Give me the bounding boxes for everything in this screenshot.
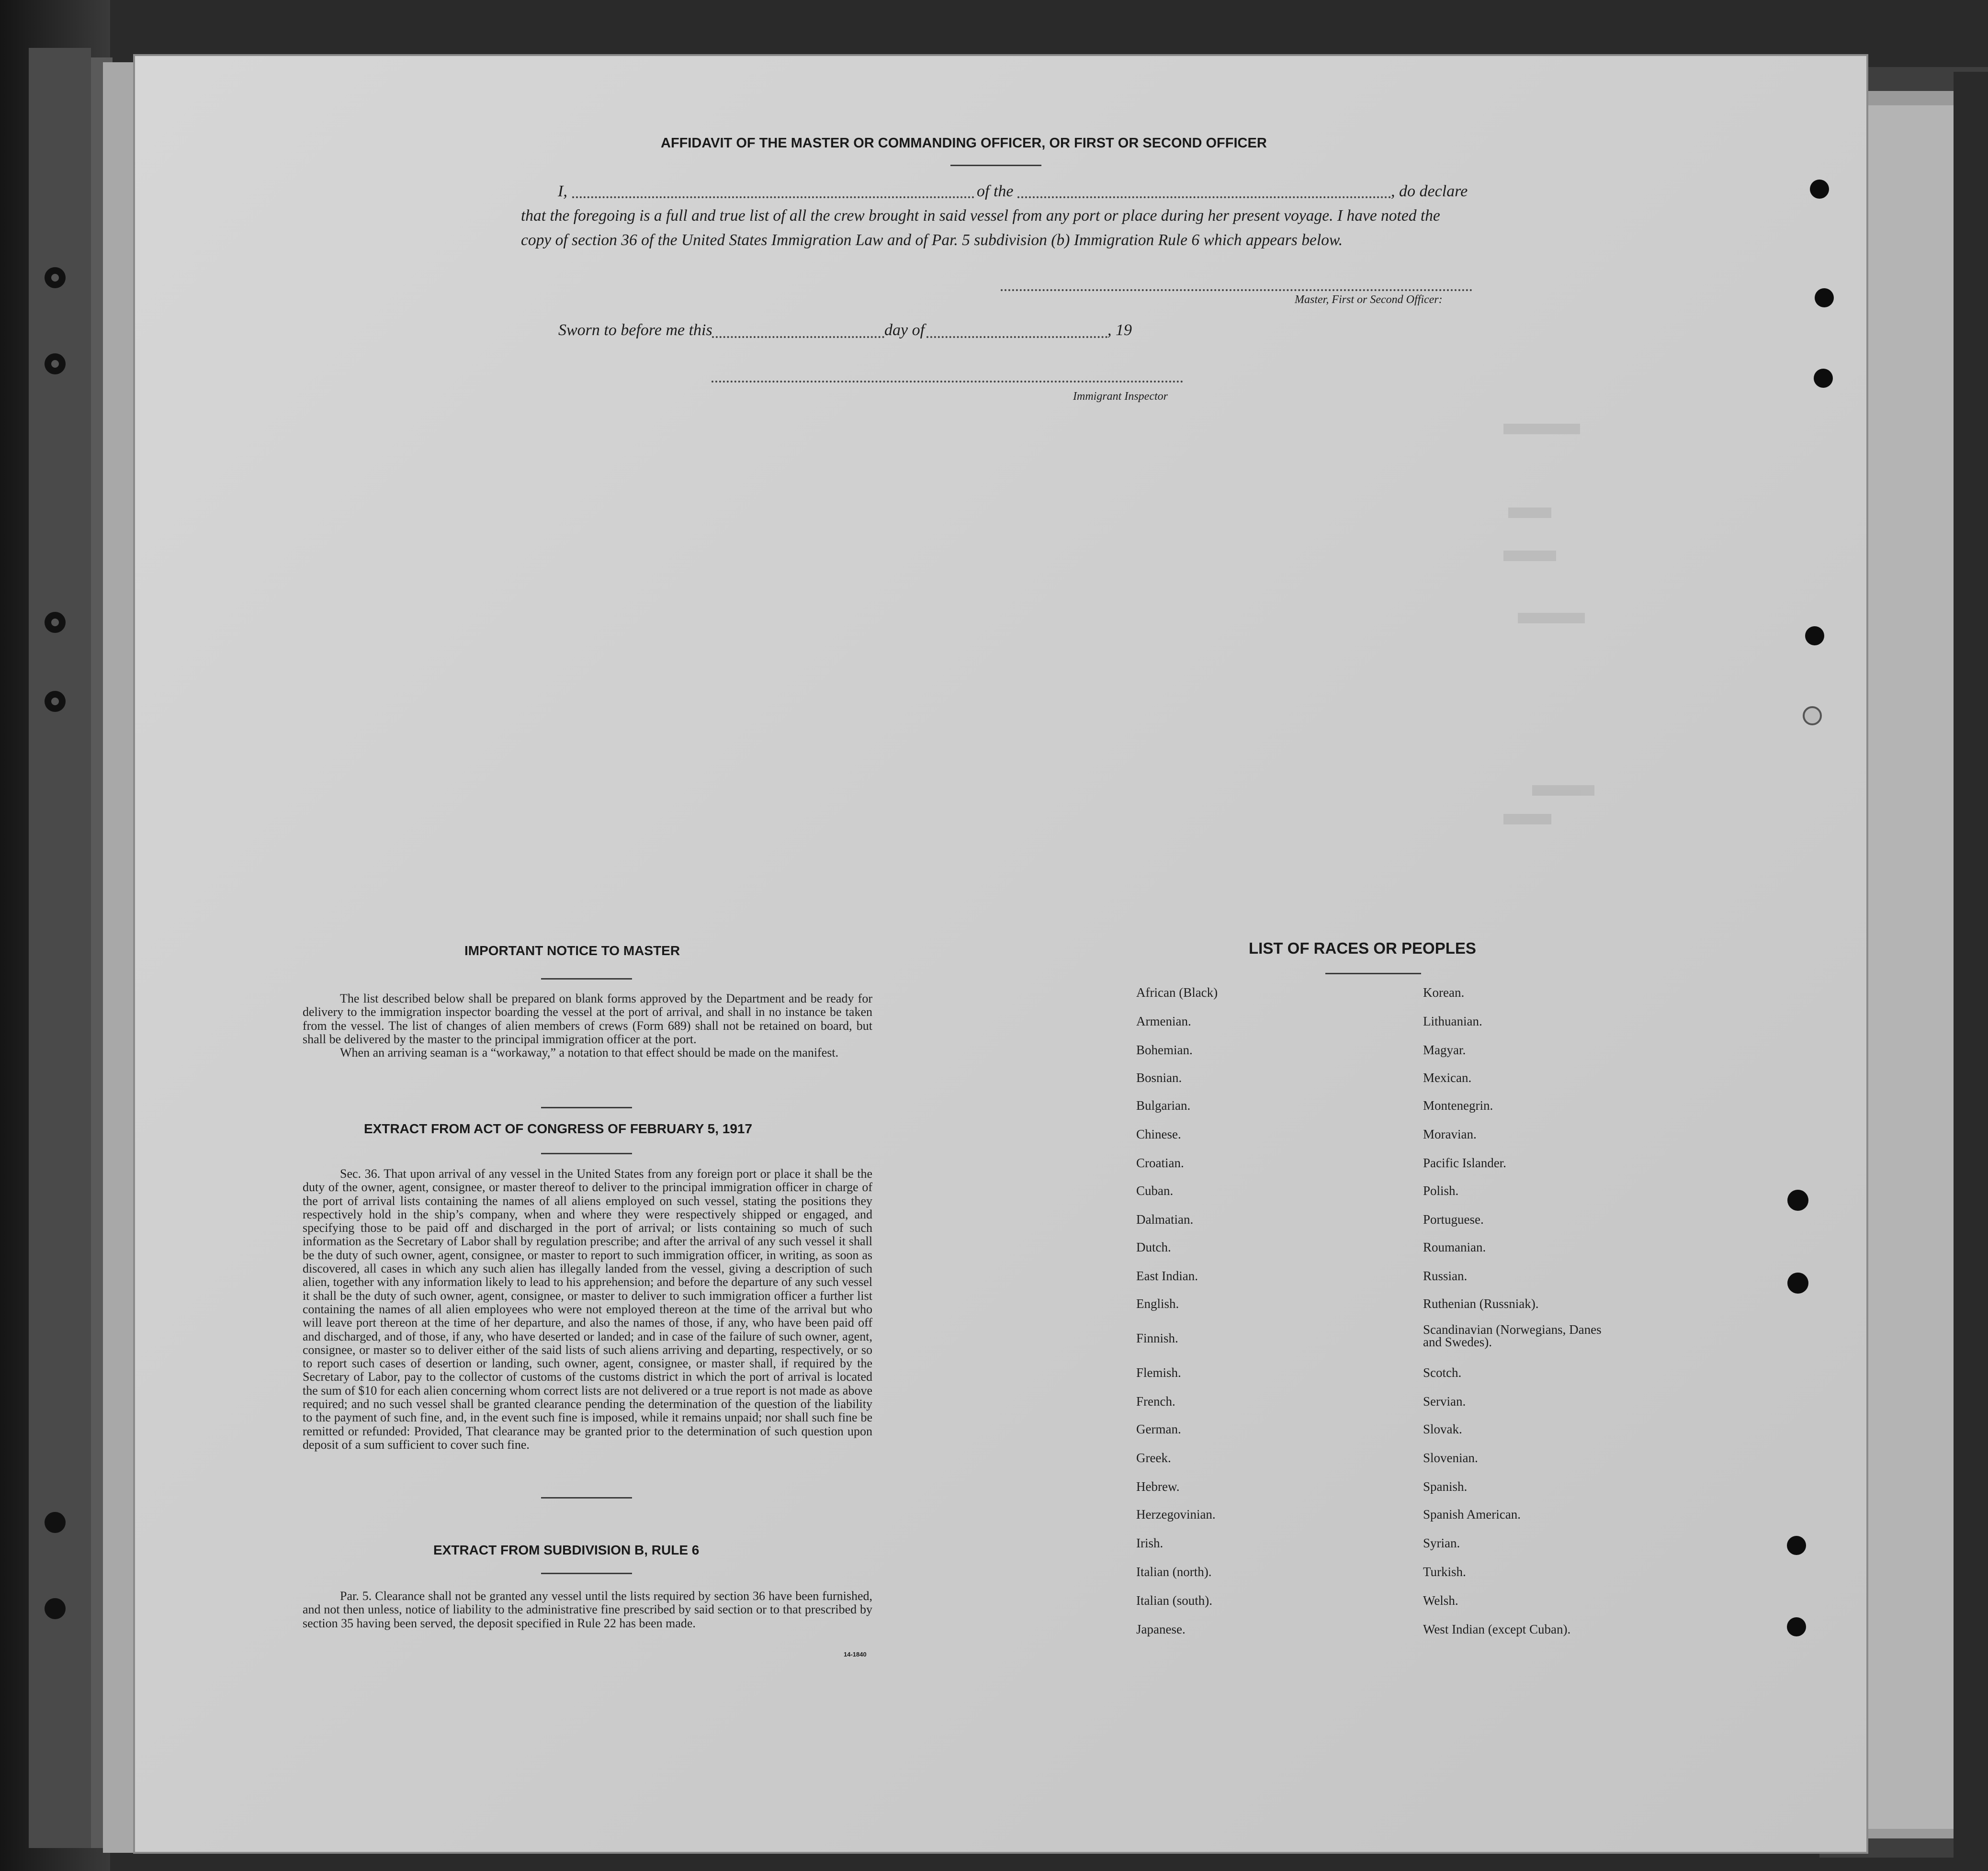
race-item: Roumanian. — [1423, 1240, 1486, 1254]
races-title: LIST OF RACES OR PEOPLES — [1249, 939, 1476, 957]
race-item: Italian (south). — [1136, 1593, 1212, 1608]
race-item: Scandinavian (Norwegians, Danes and Swedes). — [1423, 1322, 1602, 1349]
race-item: Turkish. — [1423, 1565, 1466, 1579]
race-item: Japanese. — [1136, 1622, 1186, 1636]
extract-rule-paragraph: Par. 5. Clearance shall not be granted any vessel until the lists required by section 36 have been furnished, and not then unless, notice of liability to the administrative fine prescribed by said section or to that prescribed by section 35 having been served, the deposit specified in Rule 22 has been made. — [303, 1589, 872, 1630]
affidavit-line1-i: I, — [558, 182, 567, 200]
race-item: Servian. — [1423, 1394, 1466, 1409]
race-item: Ruthenian (Russniak). — [1423, 1296, 1539, 1311]
races-title-underline — [1325, 973, 1421, 974]
race-item: African (Black) — [1136, 985, 1218, 1000]
race-item: Pacific Islander. — [1423, 1156, 1506, 1170]
affidavit-line1-declare: , do declare — [1391, 182, 1468, 200]
race-item: Scotch. — [1423, 1365, 1462, 1380]
race-item: Portuguese. — [1423, 1212, 1484, 1227]
race-item: Montenegrin. — [1423, 1098, 1493, 1113]
race-item: Croatian. — [1136, 1156, 1184, 1170]
affidavit-title-underline — [950, 165, 1041, 166]
race-item: East Indian. — [1136, 1269, 1198, 1283]
race-item: Armenian. — [1136, 1014, 1191, 1028]
race-item: Moravian. — [1423, 1127, 1477, 1141]
race-item: Bohemian. — [1136, 1043, 1193, 1057]
race-item: Polish. — [1423, 1183, 1459, 1198]
notice-title: IMPORTANT NOTICE TO MASTER — [464, 943, 680, 958]
notice-paragraph-2: When an arriving seaman is a “workaway,” a notation to that effect should be made on the manifest. — [340, 1046, 839, 1060]
race-item: Bosnian. — [1136, 1071, 1182, 1085]
master-signature-line[interactable] — [1001, 289, 1472, 291]
race-item: Chinese. — [1136, 1127, 1181, 1141]
race-item: Korean. — [1423, 985, 1465, 1000]
affidavit-line3: copy of section 36 of the United States Immigration Law and of Par. 5 subdivision (b) Immigration Rule 6 which appears below. — [521, 231, 1343, 249]
race-item: Russian. — [1423, 1269, 1468, 1283]
extract-act-paragraph: Sec. 36. That upon arrival of any vessel in the United States from any foreign port or place it shall be the duty of the owner, agent, consignee, or master thereof to deliver to the principal immigration officer in charge of the port of arrival lists containing the names of all aliens employed on such vessel, stating the positions they respectively hold in the ship’s company, when and where they were respectively shipped or engaged, and specifying those to be paid off and discharged in the port of arrival; or lists containing so much of such information as the Secretary of Labor shall by regulation prescribe; and after the arrival of any such vessel it shall be the duty of such owner, agent, consignee, or master to report to such immigration officer, in writing, as soon as discovered, all cases in which any such alien has illegally landed from the vessel, giving a description of such alien, together with any information likely to lead to his apprehension; and before the departure of any such vessel it shall be the duty of such owner, agent, consignee, or master to deliver to such immigration officer a further list containing the names of all alien employees who were not employed thereon at the time of the arrival but who will leave port thereon at the time of her departure, and also the names of those, if any, who have been paid off and discharged, and of those, if any, who have deserted or landed; and in case of the failure of such owner, agent, consignee, or master so to deliver either of the said lists of such aliens arriving and departing, respectively, or so to report such cases of desertion or landing, such owner, agent, consignee, or master shall, if required by the Secretary of Labor, pay to the collector of customs of the customs district in which the port of arrival is located the sum of $10 for each alien concerning whom correct lists are not delivered or a true report is not made as above required; and no such vessel shall be granted clearance pending the determination of the question of the liability to the payment of such fine, and, in the event such fine is imposed, while it remains unpaid; nor shall such fine be remitted or refunded: Provided, That clearance may be granted prior to the determination of such question upon deposit of a sum sufficient to cover such fine. — [303, 1167, 872, 1452]
notice-title-underline — [541, 978, 632, 980]
race-item: Herzegovinian. — [1136, 1507, 1216, 1522]
affidavit-line2: that the foregoing is a full and true list of all the crew brought in said vessel from any port or place during her present voyage. I have noted the — [521, 207, 1440, 225]
extract-act-body — [303, 1167, 872, 1452]
race-item: Spanish American. — [1423, 1507, 1521, 1522]
race-item: Dalmatian. — [1136, 1212, 1194, 1227]
race-item: Finnish. — [1136, 1331, 1178, 1345]
sworn-month-blank[interactable] — [926, 336, 1107, 338]
extract-act-underline — [541, 1153, 632, 1154]
sworn-year: , 19 — [1107, 321, 1132, 339]
race-item: German. — [1136, 1422, 1181, 1436]
affidavit-title: AFFIDAVIT OF THE MASTER OR COMMANDING OFFICER, OR FIRST OR SECOND OFFICER — [661, 135, 1267, 151]
race-item: Bulgarian. — [1136, 1098, 1191, 1113]
race-item: Hebrew. — [1136, 1479, 1180, 1494]
extract-rule-title: EXTRACT FROM SUBDIVISION B, RULE 6 — [433, 1543, 700, 1557]
inspector-signature-line[interactable] — [712, 381, 1183, 383]
extract-act-separator — [541, 1497, 632, 1499]
form-number: 14-1840 — [844, 1651, 867, 1658]
sworn-prefix: Sworn to before me this — [558, 321, 712, 339]
race-item: Mexican. — [1423, 1071, 1472, 1085]
race-item: Syrian. — [1423, 1536, 1460, 1550]
race-item: Lithuanian. — [1423, 1014, 1482, 1028]
race-item: English. — [1136, 1296, 1179, 1311]
master-signature-label: Master, First or Second Officer: — [1295, 293, 1443, 306]
extract-act-title: EXTRACT FROM ACT OF CONGRESS OF FEBRUARY 5, 1917 — [364, 1121, 753, 1136]
extract-rule-body — [303, 1589, 872, 1630]
race-item: Cuban. — [1136, 1183, 1174, 1198]
master-name-blank[interactable] — [572, 196, 974, 198]
race-item: Italian (north). — [1136, 1565, 1212, 1579]
race-item: Irish. — [1136, 1536, 1163, 1550]
race-item: Dutch. — [1136, 1240, 1171, 1254]
race-item: French. — [1136, 1394, 1175, 1409]
sworn-day-blank[interactable] — [712, 336, 884, 338]
notice-separator — [541, 1107, 632, 1108]
race-item: Slovenian. — [1423, 1451, 1478, 1465]
race-item: West Indian (except Cuban). — [1423, 1622, 1571, 1636]
race-item: Greek. — [1136, 1451, 1171, 1465]
affidavit-line1-of: of the — [977, 182, 1014, 200]
sworn-day-of: day of — [884, 321, 925, 339]
race-item: Welsh. — [1423, 1593, 1458, 1608]
race-item: Spanish. — [1423, 1479, 1468, 1494]
extract-rule-underline — [541, 1573, 632, 1574]
notice-body — [303, 992, 872, 1059]
notice-paragraph-1: The list described below shall be prepared on blank forms approved by the Department and be ready for delivery to the immigration inspector boarding the vessel at the port of arrival, and shall in no instance be taken from the vessel. The list of changes of alien members of crews (Form 689) shall not be retained on board, but shall be delivered by the master to the principal immigration officer at the port. — [303, 992, 872, 1046]
race-item: Magyar. — [1423, 1043, 1466, 1057]
race-item: Flemish. — [1136, 1365, 1181, 1380]
inspector-label: Immigrant Inspector — [1073, 390, 1168, 403]
race-item: Slovak. — [1423, 1422, 1462, 1436]
vessel-name-blank[interactable] — [1017, 196, 1391, 198]
